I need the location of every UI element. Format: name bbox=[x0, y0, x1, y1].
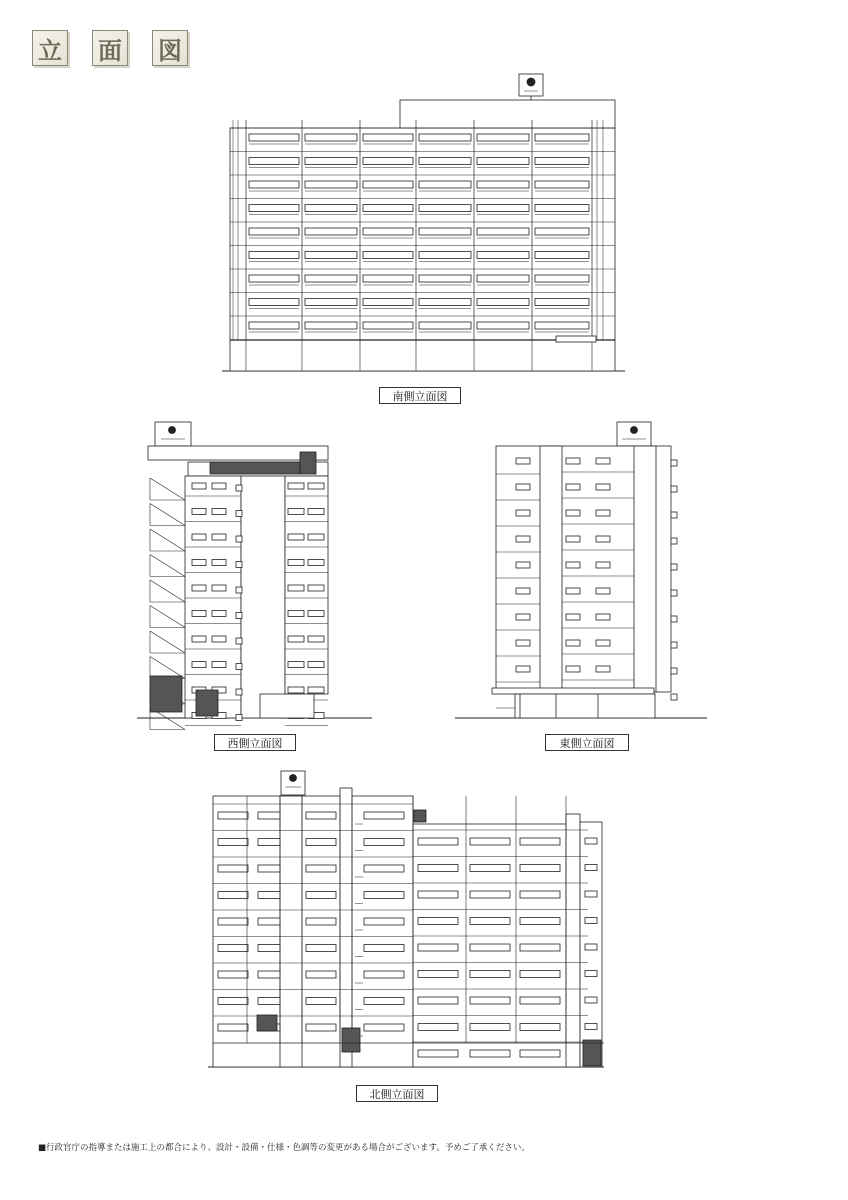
north-elevation-caption: 北側立面図 bbox=[356, 1085, 438, 1102]
south-elevation-caption: 南側立面図 bbox=[379, 387, 461, 404]
title-char-1: 立 bbox=[32, 30, 68, 66]
east-elevation-drawing bbox=[455, 422, 707, 718]
east-elevation-caption: 東側立面図 bbox=[545, 734, 629, 751]
north-elevation-drawing bbox=[208, 771, 604, 1067]
title-char-2: 面 bbox=[92, 30, 128, 66]
disclaimer-note: ■行政官庁の指導または施工上の都合により、設計・設備・仕様・色調等の変更がある場合がございます。予めご了承ください。 bbox=[38, 1143, 530, 1153]
west-elevation-caption: 西側立面図 bbox=[214, 734, 296, 751]
west-elevation-drawing bbox=[137, 422, 372, 730]
title-char-3: 図 bbox=[152, 30, 188, 66]
south-elevation-drawing bbox=[222, 74, 625, 371]
